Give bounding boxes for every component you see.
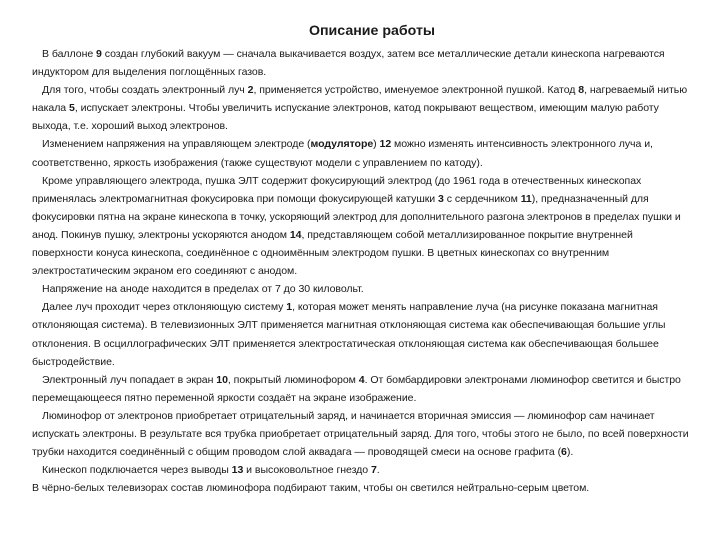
bold-reference: 7: [370, 464, 377, 477]
text-run: ): [373, 138, 380, 151]
text-run: Кроме управляющего электрода, пушка ЭЛТ содержит фокусирующий электрод (до 1961 года в отечественных кинескопах применялась электромагнитная фокусировка при помощи фокусирующей катушки: [32, 174, 642, 205]
bold-reference: модуляторе: [310, 138, 374, 151]
bold-reference: 1: [286, 301, 293, 314]
paragraph-5: [32, 280, 694, 298]
text-run: , применяется устройство, именуемое электронной пушкой. Катод: [253, 84, 579, 97]
text-run: Далее луч проходит через отклоняющую систему: [42, 301, 287, 314]
text-run: Изменением напряжения на управляющем электроде (: [42, 138, 311, 151]
text-run: , представляющем собой металлизированное покрытие внутренней поверхности конуса кинескопа, соединённое с одноимённым электродом пушки. В цветных кинескопах со внутренним электростатическим экраном его соединяют с анодом.: [32, 228, 633, 278]
text-run: , покрытый люминофором: [227, 373, 359, 386]
paragraph-6: [32, 298, 694, 370]
bold-reference: 9: [96, 48, 102, 60]
bold-reference: 4: [358, 373, 365, 386]
text-run: , которая может менять направление луча (на рисунке показана магнитная отклоняющая система). В телевизионных ЭЛТ применяется магнитная отклоняющая система как обеспечивающая большие углы отклонения. В осциллографических ЭЛТ применяется электростатическая отклоняющая система как обеспечивающая большее быстродействие.: [32, 301, 666, 368]
paragraph-7: [32, 371, 694, 407]
bold-reference: 13: [231, 464, 244, 477]
paragraph-2: [32, 81, 694, 135]
paragraph-4: [32, 172, 694, 281]
paragraph-1: [32, 45, 694, 81]
text-run: . От бомбардировки электронами люминофор светится и быстро перемещающееся пятно переменной яркости создаёт на экране изображение.: [32, 373, 681, 404]
bold-reference: 2: [247, 84, 254, 97]
text-run: Напряжение на аноде находится в пределах от 7 до 30 киловольт.: [42, 283, 364, 296]
bold-reference: 8: [578, 84, 585, 97]
bold-reference: 14: [289, 228, 302, 241]
document-body: [32, 45, 694, 497]
text-run: и высоковольтное гнездо: [243, 464, 371, 477]
text-run: ), предназначенный для фокусировки пятна на экране кинескопа в точку, ускоряющий электрод для дополнительного разгона электронов в пределах пушки и анод. Покинув пушку, электроны ускоряются анодом: [32, 192, 681, 241]
bold-reference: 11: [520, 192, 532, 205]
bold-reference: 3: [438, 192, 444, 205]
bold-reference: 10: [216, 373, 228, 386]
paragraph-3: [32, 135, 694, 171]
bold-reference: 5: [69, 102, 75, 115]
paragraph-9: [32, 461, 694, 479]
text-run: Люминофор от электронов приобретает отрицательный заряд, и начинается вторичная эмиссия — люминофор сам начинает испускать электроны. В результате вся трубка приобретает отрицательный заряд. Для того, чтобы этого не было, по всей поверхности трубки находится соединённый с общим проводом слой аквадага — проводящей смеси на основе графита (: [32, 409, 689, 459]
bold-reference: 12: [379, 138, 392, 151]
text-run: В чёрно-белых телевизорах состав люминофора подбирают таким, чтобы он светился нейтрально-серым цветом.: [32, 482, 590, 495]
text-run: Для того, чтобы создать электронный луч: [42, 84, 248, 97]
paragraph-10: [32, 479, 694, 497]
text-run: Кинескоп подключается через выводы: [42, 464, 232, 477]
text-run: ).: [566, 446, 574, 459]
paragraph-8: [32, 407, 694, 461]
page-title: Описание работы: [308, 23, 436, 39]
text-run: .: [376, 464, 380, 477]
text-run: , испускает электроны. Чтобы увеличить испускание электронов, катод покрывают веществом, имеющим малую работу выхода, т.е. хороший выход электронов.: [32, 102, 659, 133]
text-run: В баллоне: [42, 48, 97, 60]
text-run: создан глубокий вакуум — сначала выкачивается воздух, затем все металлические детали кинескопа нагреваются индуктором для выделения поглощённых газов.: [32, 48, 665, 79]
text-run: , нагреваемый нитью накала: [32, 84, 688, 115]
text-run: Электронный луч попадает в экран: [42, 373, 217, 386]
bold-reference: 6: [561, 446, 567, 459]
text-run: можно изменять интенсивность электронного луча и, соответственно, яркость изображения (также существуют модели с управлением по катоду).: [32, 138, 653, 169]
text-run: с сердечником: [443, 192, 521, 205]
